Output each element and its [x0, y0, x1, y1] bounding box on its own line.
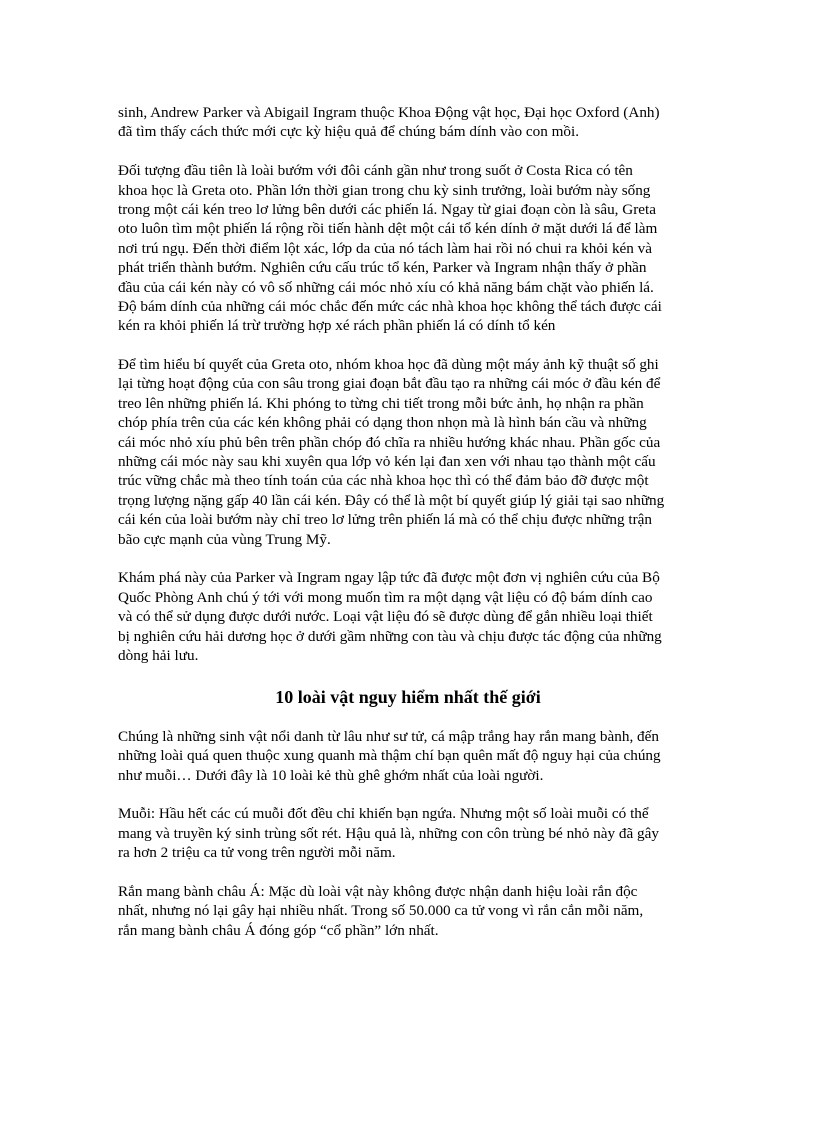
text-line: dòng hải lưu. [118, 646, 199, 664]
text-line: kén ra khỏi phiến lá trừ trường hợp xé rách phần phiến lá có dính tổ kén [118, 317, 556, 335]
text-line: nơi trú ngụ. Đến thời điểm lột xác, lớp da của nó tách làm hai rồi nó chui ra khỏi kén và [118, 239, 653, 257]
text-line: những loài quá quen thuộc xung quanh mà thậm chí bạn quên mất độ nguy hại của chúng [118, 747, 661, 765]
text-line: cái kén của loài bướm này chỉ treo lơ lửng trên phiến lá mà có thể chịu được những trận [118, 511, 652, 529]
text-line: Độ bám dính của những cái móc chắc đến mức các nhà khoa học không thể tách được cái [118, 297, 662, 315]
text-line: sinh, Andrew Parker và Abigail Ingram thuộc Khoa Động vật học, Đại học Oxford (Anh) [118, 104, 660, 121]
paragraph [118, 355, 698, 549]
paragraph [118, 161, 698, 336]
article-body-bottom [118, 727, 698, 940]
text-line: Muỗi: Hầu hết các cú muỗi đốt đều chỉ khiến bạn ngứa. Nhưng một số loài muỗi có thể [118, 805, 649, 823]
text-line: bị nghiên cứu hải dương học ở dưới gầm những con tàu và chịu được tác động của những [118, 627, 662, 645]
text-line: treo lên những phiến lá. Khi phóng to từng chi tiết trong mỗi bức ảnh, họ nhận ra phần [118, 394, 644, 412]
section-heading: 10 loài vật nguy hiểm nhất thế giới [275, 686, 541, 707]
text-line: oto luôn tìm một phiến lá rộng rồi tiến hành dệt một cái tổ kén dính ở mặt dưới lá để làm [118, 220, 658, 238]
text-line: trong một cái kén treo lơ lửng bên dưới các phiến lá. Ngay từ giai đoạn còn là sâu, Greta [118, 200, 656, 218]
text-line: Chúng là những sinh vật nổi danh từ lâu như sư tử, cá mập trắng hay rắn mang bành, đến [118, 727, 659, 745]
text-line: khoa học là Greta oto. Phần lớn thời gian trong chu kỳ sinh trưởng, loài bướm này sống [118, 181, 651, 199]
paragraph [118, 103, 698, 142]
paragraph [118, 882, 698, 940]
text-line: nhất, nhưng nó lại gây hại nhiều nhất. Trong số 50.000 ca tử vong vì rắn cắn mỗi năm, [118, 902, 644, 920]
text-line: đã tìm thấy cách thức mới cực kỳ hiệu quả để chúng bám dính vào con mồi. [118, 123, 580, 141]
text-line: Rắn mang bành châu Á: Mặc dù loài vật này không được nhận danh hiệu loài rắn độc [118, 882, 638, 900]
text-line: Khám phá này của Parker và Ingram ngay lập tức đã được một đơn vị nghiên cứu của Bộ [118, 569, 660, 587]
article-body-top [118, 103, 698, 665]
text-line: lại từng hoạt động của con sâu trong giai đoạn bắt đầu tạo ra những cái móc ở đầu kén để [118, 375, 661, 393]
text-line: phát triển thành bướm. Nghiên cứu cấu trúc tổ kén, Parker và Ingram nhận thấy ở phần [118, 259, 647, 277]
text-line: trọng lượng nặng gấp 40 lần cái kén. Đây có thể là một bí quyết giúp lý giải tại sao những [118, 491, 665, 509]
text-line: bão cực mạnh của vùng Trung Mỹ. [118, 530, 331, 548]
text-line: trúc vững chắc mà theo tính toán của các nhà khoa học thì có thể đảm bảo đỡ được một [118, 472, 649, 490]
text-line: như muỗi… Dưới đây là 10 loài kẻ thù ghê ghớm nhất của loài người. [118, 766, 544, 784]
text-line: cái móc nhỏ xíu phủ bên trên phần chóp đó chĩa ra nhiều hướng khác nhau. Phần gốc của [118, 433, 661, 451]
paragraph [118, 568, 698, 665]
paragraph [118, 804, 698, 862]
text-line: Đối tượng đầu tiên là loài bướm với đôi cánh gần như trong suốt ở Costa Rica có tên [118, 162, 633, 180]
paragraph [118, 727, 698, 785]
text-line: và có thể sử dụng được dưới nước. Loại vật liệu đó sẽ được dùng để gắn nhiều loại thiết [118, 608, 653, 626]
text-line: chóp phía trên của các kén không phải có dạng thon nhọn mà là hình bán cầu và những [118, 414, 647, 432]
text-line: đầu của cái kén này có vô số những cái móc nhỏ xíu có khả năng bám chặt vào phiến lá. [118, 278, 654, 296]
text-line: rắn mang bành châu Á đóng góp “cổ phần” lớn nhất. [118, 921, 439, 939]
text-line: Quốc Phòng Anh chú ý tới với mong muốn tìm ra một dạng vật liệu có độ bám dính cao [118, 588, 653, 606]
text-line: ra hơn 2 triệu ca tử vong trên người mỗi năm. [118, 844, 396, 862]
text-line: những cái móc này sau khi xuyên qua lớp vỏ kén lại đan xen với nhau tạo thành một cấu [118, 453, 656, 471]
text-line: Để tìm hiểu bí quyết của Greta oto, nhóm khoa học đã dùng một máy ảnh kỹ thuật số ghi [118, 356, 659, 374]
text-line: mang và truyền ký sinh trùng sốt rét. Hậu quả là, những con côn trùng bé nhỏ này đã gây [118, 824, 659, 842]
document-page [118, 103, 698, 959]
